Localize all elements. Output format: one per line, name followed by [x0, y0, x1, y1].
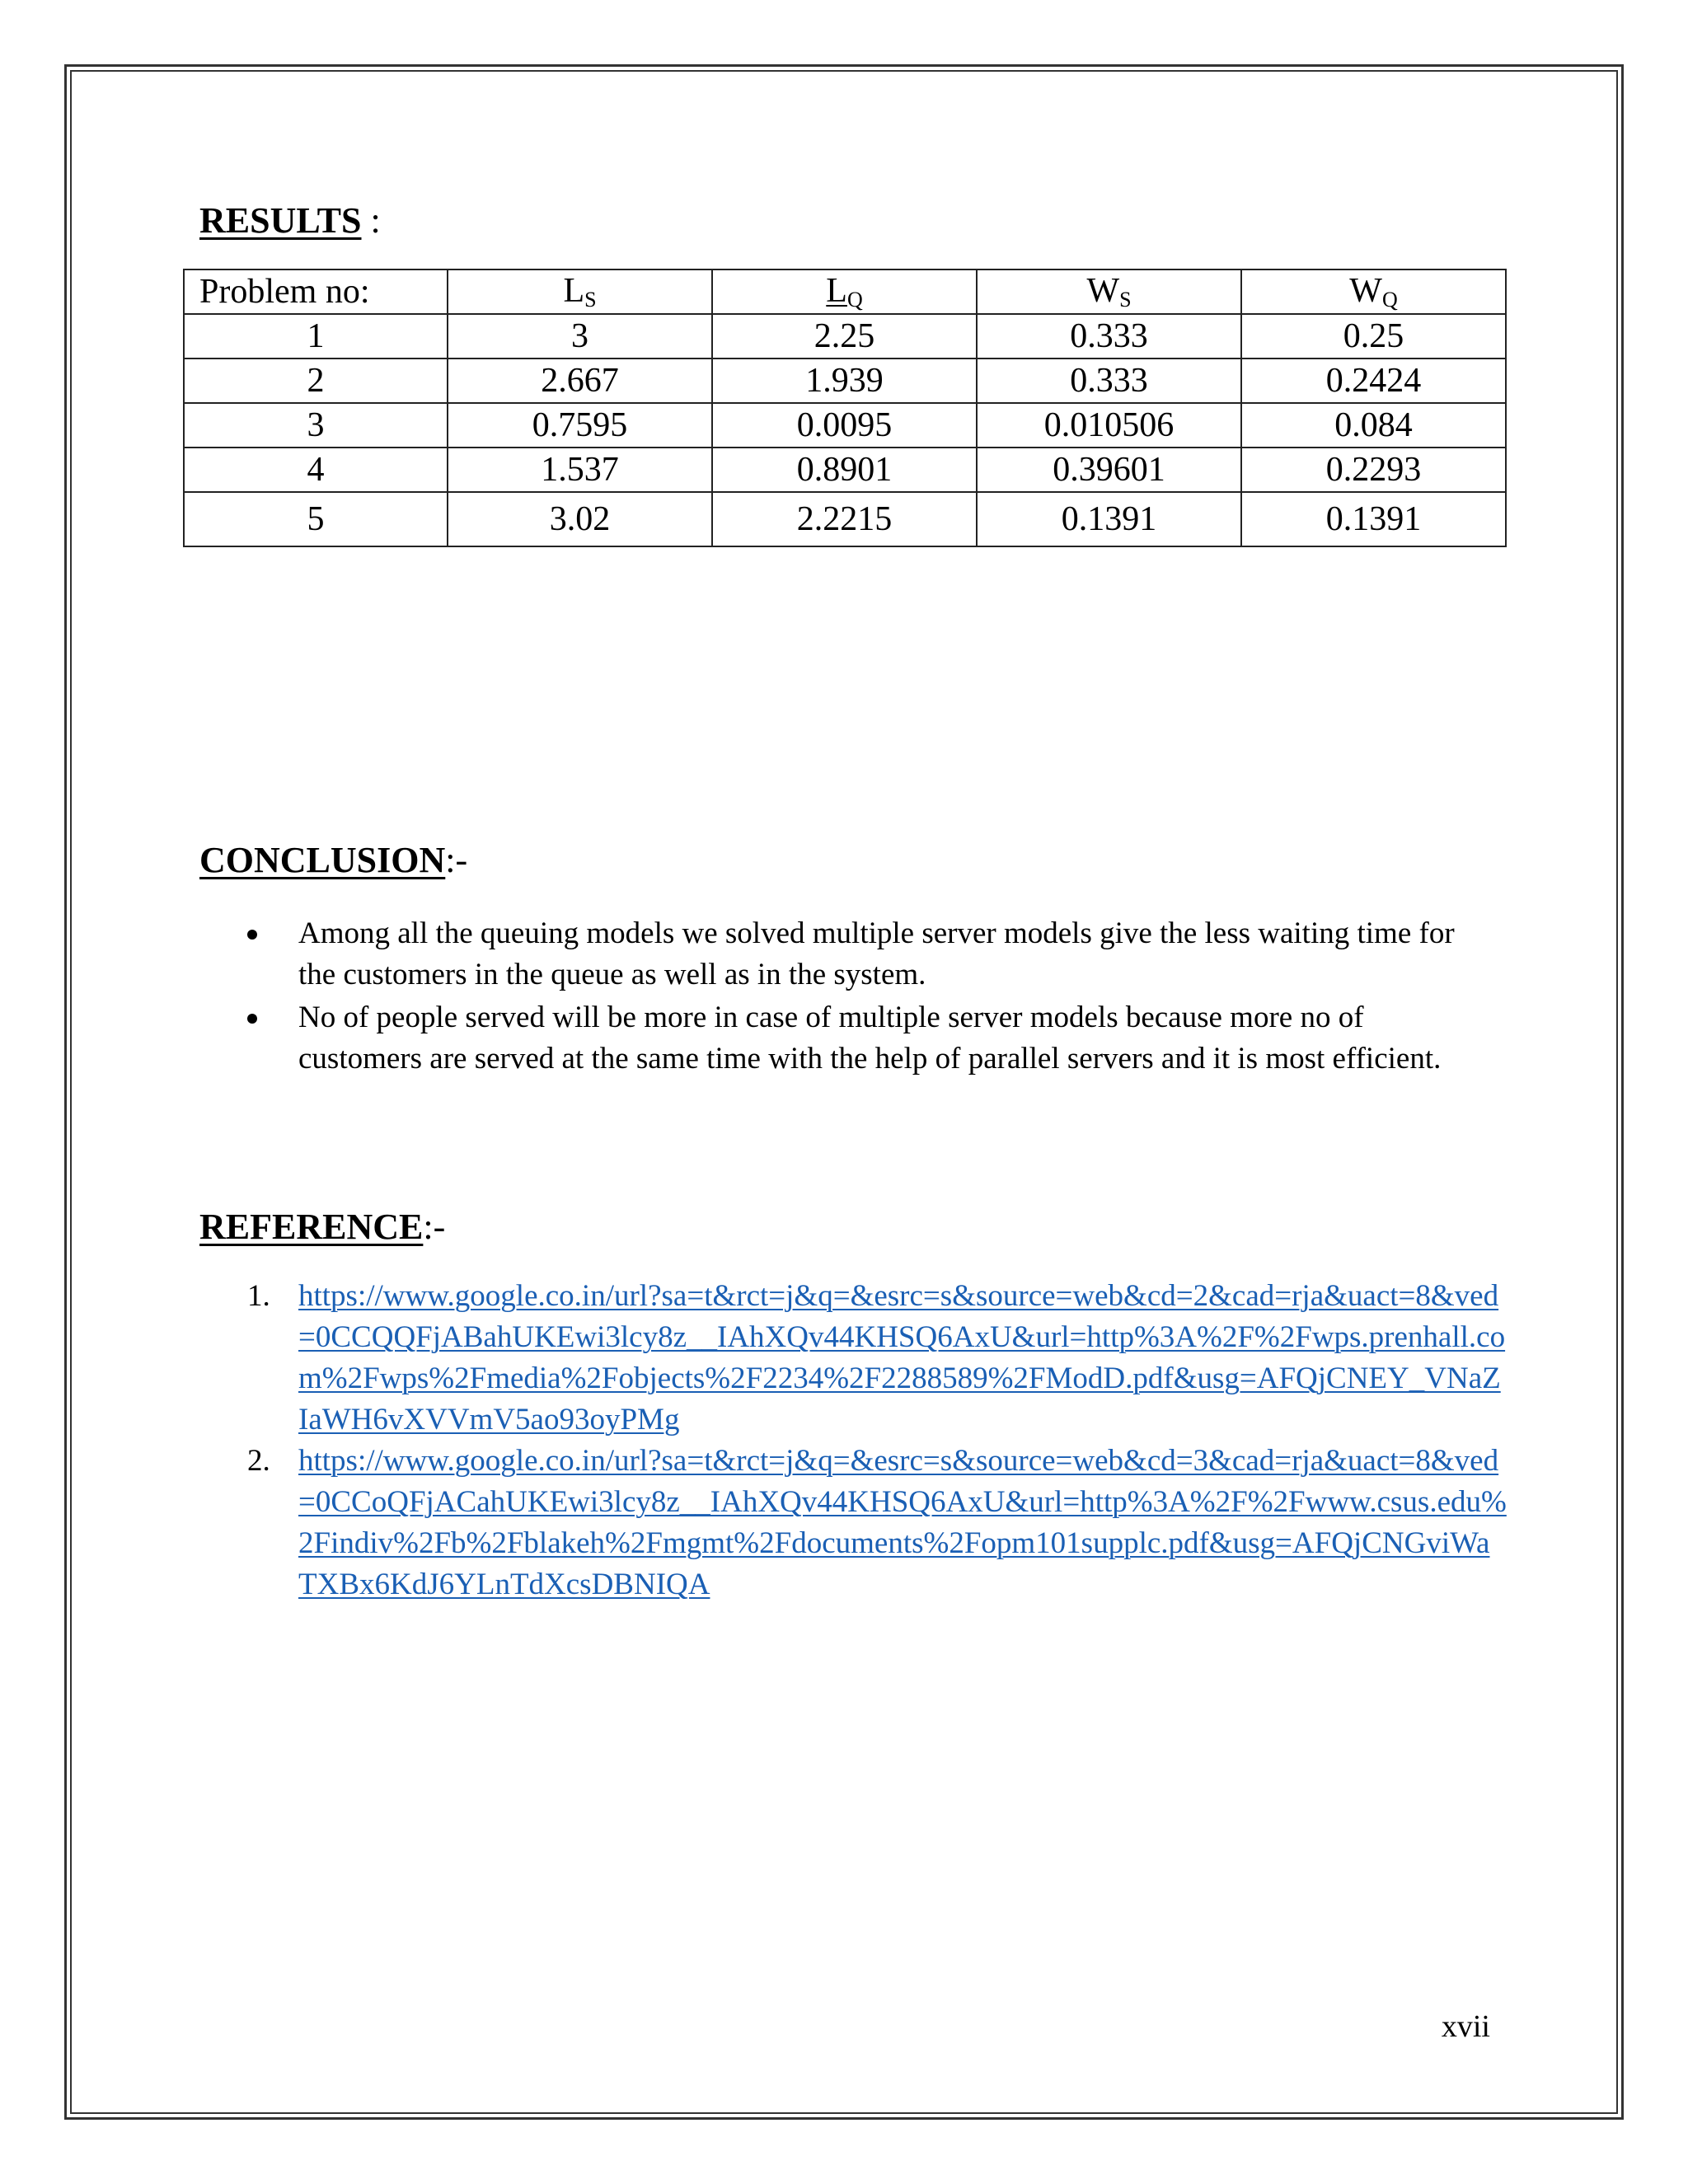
- reference-number: 1.: [247, 1279, 270, 1313]
- results-heading-suffix: :: [361, 200, 381, 241]
- header-ls-sub: S: [584, 287, 597, 312]
- table-row: [184, 448, 1506, 492]
- cell-ws: 0.010506: [977, 403, 1241, 448]
- table-header-row: [184, 269, 1506, 314]
- cell-ls: 2.667: [448, 359, 712, 403]
- bullet-icon: [247, 930, 257, 940]
- bullet-icon: [247, 1014, 257, 1024]
- reference-heading-suffix: :-: [423, 1207, 446, 1247]
- cell-ws: 0.1391: [977, 492, 1241, 546]
- reference-heading: [199, 1209, 445, 1245]
- header-lq-sub: Q: [846, 287, 863, 312]
- reference-number: 2.: [247, 1444, 270, 1478]
- cell-ls: 0.7595: [448, 403, 712, 448]
- results-heading: [199, 200, 381, 241]
- reference-link[interactable]: https://www.google.co.in/url?sa=t&rct=j&q=&esrc=s&source=web&cd=3&cad=rja&uact=8&ved=0CCoQFjACahUKEwi3lcy8z__IAhXQv44KHSQ6AxU&url=http%3A%2F%2Fwww.csus.edu%2Findiv%2Fb%2Fblakeh%2Fmgmt%2Fdocuments%2Fopm101supplc.pdf&usg=AFQjCNGviWaTXBx6KdJ6YLnTdXcsDBNIQA: [298, 1444, 1507, 1601]
- conclusion-list: [247, 913, 1484, 1081]
- conclusion-text: Among all the queuing models we solved multiple server models give the less waiting time for the customers in the queue as well as in the system.: [298, 916, 1455, 991]
- cell-wq: 0.2293: [1241, 448, 1506, 492]
- conclusion-heading-word: CONCLUSION: [199, 840, 446, 880]
- table-row: [184, 359, 1506, 403]
- cell-ls: 3.02: [448, 492, 712, 546]
- cell-wq: 0.084: [1241, 403, 1506, 448]
- cell-ws: 0.39601: [977, 448, 1241, 492]
- header-ws-sub: S: [1119, 287, 1132, 312]
- reference-link[interactable]: https://www.google.co.in/url?sa=t&rct=j&q=&esrc=s&source=web&cd=2&cad=rja&uact=8&ved=0CCQQFjABahUKEwi3lcy8z__IAhXQv44KHSQ6AxU&url=http%3A%2F%2Fwps.prenhall.com%2Fwps%2Fmedia%2Fobjects%2F2234%2F2288589%2FModD.pdf&usg=AFQjCNEY_VNaZIaWH6vXVVmV5ao93oyPMg: [298, 1279, 1506, 1436]
- cell-lq: 1.939: [712, 359, 977, 403]
- conclusion-text: No of people served will be more in case of multiple server models because more no of customers are served at the same time with the help of parallel servers and it is most efficient.: [298, 1001, 1442, 1076]
- results-table: [183, 269, 1507, 547]
- header-wq-main: W: [1349, 271, 1382, 310]
- cell-wq: 0.2424: [1241, 359, 1506, 403]
- cell-ws: 0.333: [977, 314, 1241, 359]
- list-item: [247, 913, 1484, 996]
- cell-wq: 0.25: [1241, 314, 1506, 359]
- cell-ls: 3: [448, 314, 712, 359]
- cell-lq: 0.0095: [712, 403, 977, 448]
- header-ls: [448, 269, 712, 314]
- cell-ws: 0.333: [977, 359, 1241, 403]
- header-ws: [977, 269, 1241, 314]
- cell-lq: 2.25: [712, 314, 977, 359]
- table-row: [184, 403, 1506, 448]
- header-wq: [1241, 269, 1506, 314]
- cell-problem-no: 4: [184, 448, 448, 492]
- cell-problem-no: 3: [184, 403, 448, 448]
- list-item: [247, 1441, 1508, 1605]
- list-item: [247, 1276, 1508, 1441]
- cell-lq: 0.8901: [712, 448, 977, 492]
- header-lq-main: L: [826, 271, 847, 310]
- cell-problem-no: 5: [184, 492, 448, 546]
- header-lq: [712, 269, 977, 314]
- header-problem-no: Problem no:: [184, 269, 448, 314]
- conclusion-heading: [199, 842, 467, 879]
- cell-problem-no: 1: [184, 314, 448, 359]
- header-wq-sub: Q: [1381, 287, 1398, 312]
- table-row: [184, 492, 1506, 546]
- header-ls-main: L: [563, 271, 585, 310]
- results-heading-word: RESULTS: [199, 200, 362, 241]
- cell-problem-no: 2: [184, 359, 448, 403]
- reference-heading-word: REFERENCE: [199, 1207, 424, 1247]
- page-number: xvii: [1441, 2009, 1490, 2044]
- table-row: [184, 314, 1506, 359]
- cell-ls: 1.537: [448, 448, 712, 492]
- list-item: [247, 997, 1484, 1080]
- conclusion-heading-suffix: :-: [445, 840, 468, 880]
- header-ws-main: W: [1086, 271, 1120, 310]
- cell-lq: 2.2215: [712, 492, 977, 546]
- reference-list: [247, 1276, 1508, 1605]
- cell-wq: 0.1391: [1241, 492, 1506, 546]
